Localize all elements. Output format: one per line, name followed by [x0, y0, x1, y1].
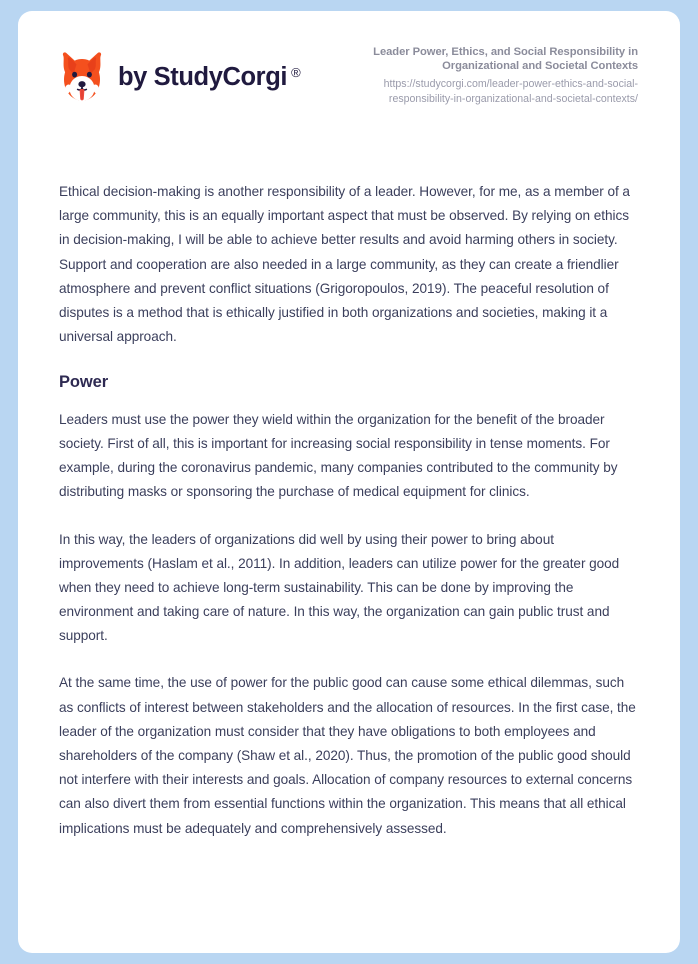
- document-header: [18, 11, 680, 144]
- header-document-meta: [332, 45, 638, 111]
- corgi-logo-icon: [59, 52, 105, 104]
- document-page-card: [18, 11, 680, 953]
- section-heading-power: Power: [59, 373, 109, 392]
- paragraph: In this way, the leaders of organizations did well by using their power to bring about improvements (Haslam et al., 2011). In addition, leaders can utilize power for the greater good when they need to achieve long-term sustainability. This can be done by improving the environment and taking care of nature. In this way, the organization can gain public trust and support.: [59, 531, 620, 644]
- document-body: [18, 144, 680, 953]
- brand-logo[interactable]: [59, 52, 301, 104]
- paragraph: Leaders must use the power they wield within the organization for the benefit of the broader society. First of all, this is important for increasing social responsibility in tense moments. For example, during the coronavirus pandemic, many companies contributed to the community by distributing masks or sponsoring the purchase of medical equipment for clinics.: [59, 411, 618, 500]
- brand-wordmark: [118, 62, 301, 91]
- paragraph: Ethical decision-making is another responsibility of a leader. However, for me, as a member of a large community, this is an equally important aspect that must be observed. By relying on ethics in decision-making, I will be able to achieve better results and avoid harming others in society. Support and cooperation are also needed in a large community, as they can create a friendlier atmosphere and prevent conflict situations (Grigoropoulos, 2019). The peaceful resolution of disputes is a method that is ethically justified in both organizations and societies, making it a universal approach.: [59, 184, 630, 345]
- brand-name-text: by StudyCorgi: [118, 62, 288, 91]
- registered-trademark-icon: ®: [291, 64, 301, 80]
- document-title: Leader Power, Ethics, and Social Responsibility in Organizational and Societal Contexts: [373, 45, 638, 73]
- document-url[interactable]: https://studycorgi.com/leader-power-ethics-and-social-responsibility-in-organizational-and-societal-contexts/: [383, 78, 638, 105]
- paragraph: At the same time, the use of power for the public good can cause some ethical dilemmas, such as conflicts of interest between stakeholders and the allocation of resources. In the first case, the leader of the organization must consider that they have obligations to both employees and shareholders of the company (Shaw et al., 2020). Thus, the promotion of the public good should not interfere with their interests and goals. Allocation of company resources to external concerns can also divert them from essential functions within the organization. This means that all ethical implications must be adequately and comprehensively assessed.: [59, 675, 636, 836]
